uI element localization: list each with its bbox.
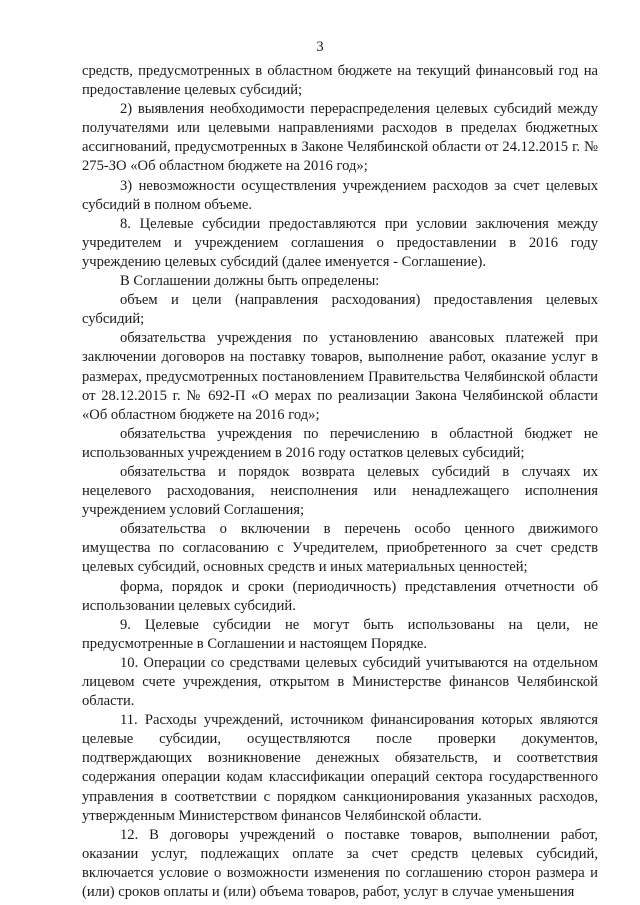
paragraph-advance-payments: обязательства учреждения по установлению авансовых платежей при заключении договоров на поставку товаров, выполнение работ, оказание услуг в размерах, предусмотренных постановлением Правительства Челябинской области от 28.12.2015 г. № 692-П «О мерах по реализации Закона Челябинской области «Об областном бюджете на 2016 год»; — [82, 330, 598, 423]
paragraph-section-10: 10. Операции со средствами целевых субсидий учитываются на отдельном лицевом счете учреждения, открытом в Министерстве финансов Челябинской области. — [82, 654, 598, 710]
paragraph-section-11: 11. Расходы учреждений, источником финансирования которых являются целевые субсидии, осуществляются после проверки документов, подтверждающих возникновение денежных обязательств, и соответствия содержания операции кодам классификации операций сектора государственного управления в соответствии с порядком санкционирования указанных расходов, утвержденным Министерством финансов Челябинской области. — [82, 712, 598, 824]
paragraph-item-2: 2) выявления необходимости перераспределения целевых субсидий между получателями или целевыми направлениями расходов в пределах бюджетных ассигнований, предусмотренных в Законе Челябинской области от 24.12.2015 г. № 275-ЗО «Об областном бюджете на 2016 год»; — [82, 101, 598, 175]
document-body — [82, 62, 598, 902]
paragraph-item-3: 3) невозможности осуществления учреждением расходов за счет целевых субсидий в полном объеме. — [82, 177, 598, 213]
paragraph-section-12: 12. В договоры учреждений о поставке товаров, выполнении работ, оказании услуг, подлежащих оплате за счет средств целевых субсидий, включается условие о возможности изменения по соглашению сторон размера и (или) сроков оплаты и (или) объема товаров, работ, услуг в случае уменьшения — [82, 826, 598, 901]
paragraph-valuable-property: обязательства о включении в перечень особо ценного движимого имущества по согласованию с Учредителем, приобретенного за счет средств целевых субсидий, основных средств и иных материальных ценностей; — [82, 521, 598, 576]
paragraph-agreement-intro: В Соглашении должны быть определены: — [120, 273, 380, 290]
paragraph-budget-continuation: средств, предусмотренных в областном бюджете на текущий финансовый год на предоставление целевых субсидий; — [82, 63, 598, 99]
paragraph-unused-balances: обязательства учреждения по перечислению в областной бюджет не использованных учреждением в 2016 году остатков целевых субсидий; — [82, 425, 598, 461]
paragraph-section-8: 8. Целевые субсидии предоставляются при условии заключения между учредителем и учреждением соглашения о предоставлении в 2016 году учреждению целевых субсидий (далее именуется - Соглашение). — [82, 215, 598, 270]
paragraph-section-9: 9. Целевые субсидии не могут быть использованы на цели, не предусмотренные в Соглашении и настоящем Порядке. — [82, 616, 598, 652]
paragraph-refund-procedure: обязательства и порядок возврата целевых субсидий в случаях их нецелевого расходования, неисполнения или ненадлежащего исполнения учреждением условий Соглашения; — [82, 463, 598, 519]
paragraph-reporting: форма, порядок и сроки (периодичность) представления отчетности об использовании целевых субсидий. — [82, 578, 598, 614]
page-number: 3 — [316, 39, 324, 55]
paragraph-volume-goals: объем и цели (направления расходования) предоставления целевых субсидий; — [82, 292, 598, 328]
